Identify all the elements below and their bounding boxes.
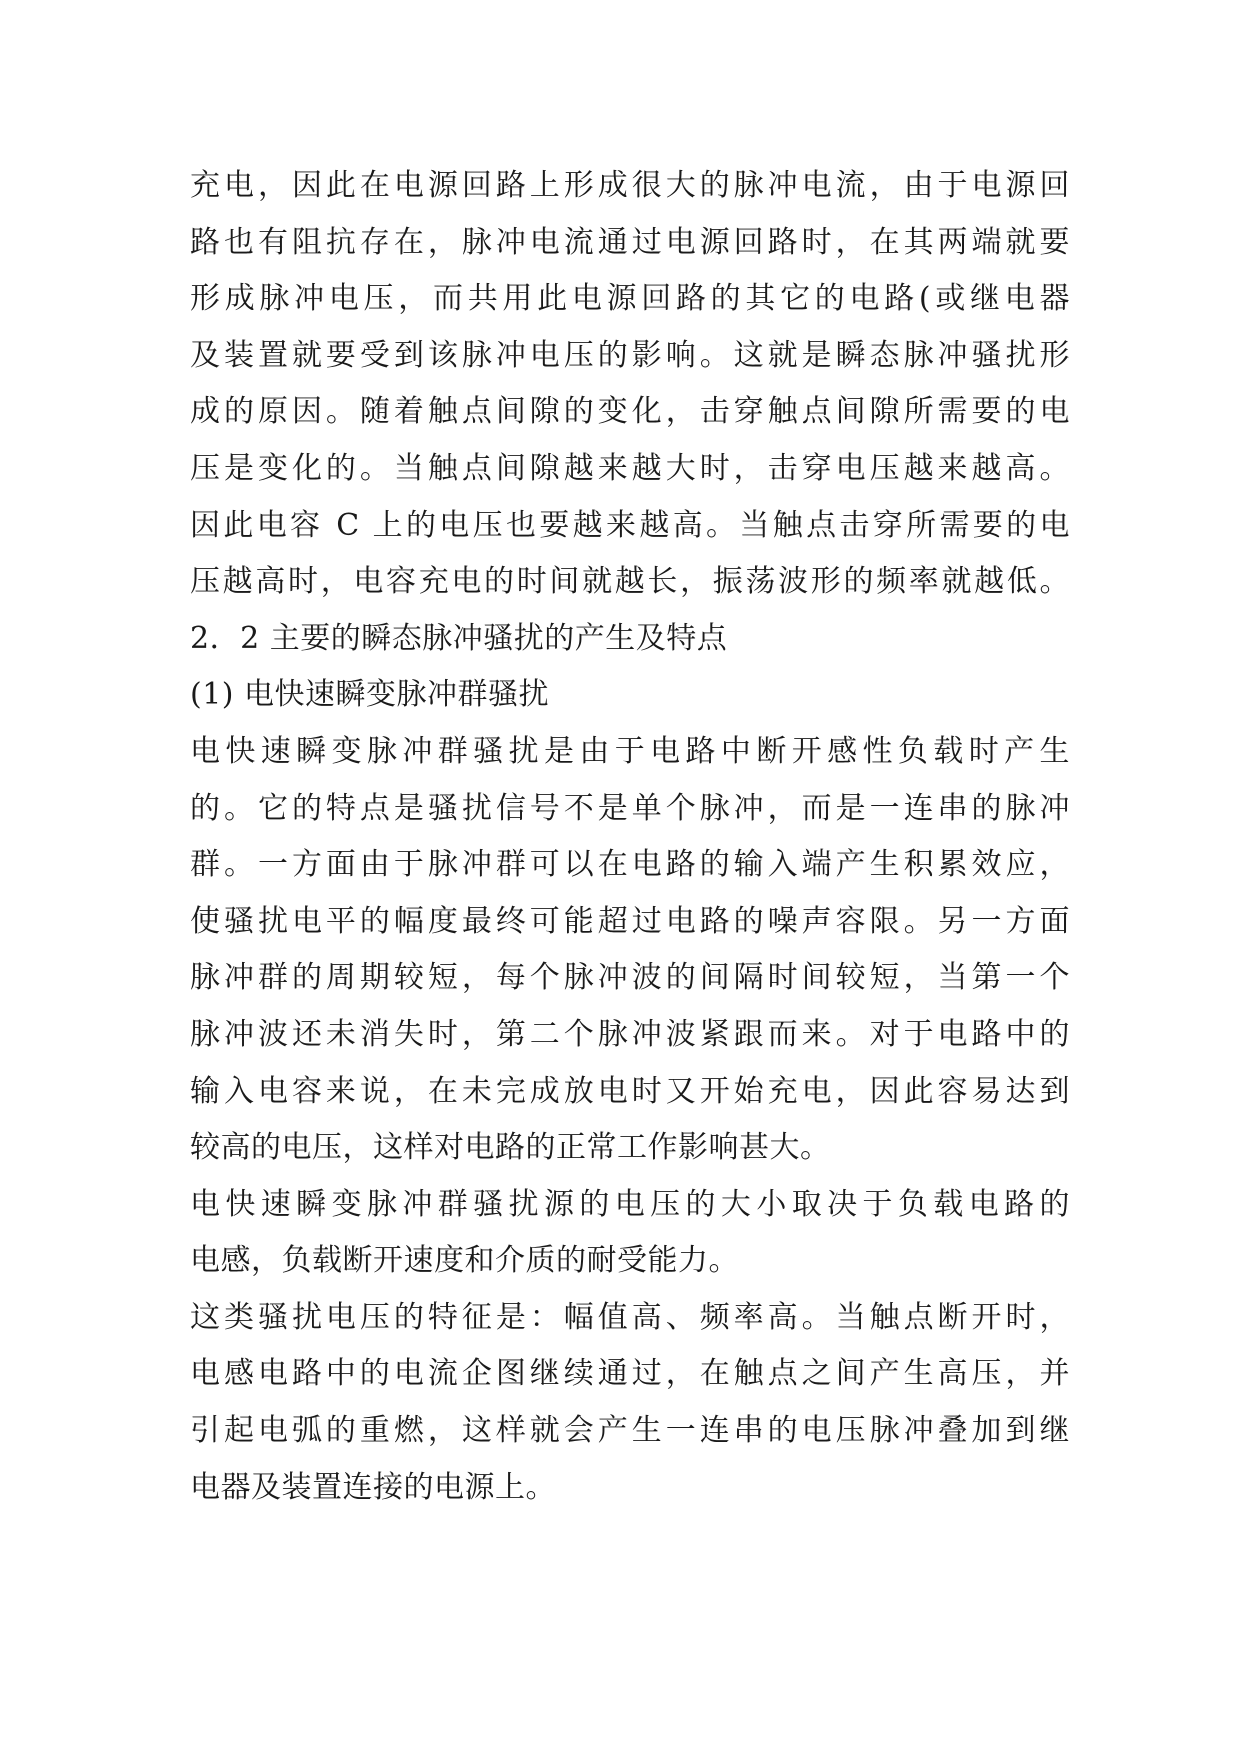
text-line: 脉冲波还未消失时，第二个脉冲波紧跟而来。对于电路中的 (190, 1016, 1070, 1052)
text-line: 脉冲群的周期较短，每个脉冲波的间隔时间较短，当第一个 (190, 960, 1070, 996)
text-line: 电快速瞬变脉冲群骚扰源的电压的大小取决于负载电路的 (190, 1186, 1070, 1222)
text-line: 压是变化的。当触点间隙越来越大时，击穿电压越来越高。 (190, 450, 1070, 486)
subsection-heading: (1) 电快速瞬变脉冲群骚扰 (190, 677, 550, 713)
text-line: 压越高时，电容充电的时间就越长，振荡波形的频率就越低。 (190, 564, 1070, 600)
document-body (190, 158, 1070, 1516)
section-heading: 2．2 主要的瞬态脉冲骚扰的产生及特点 (190, 620, 728, 656)
text-line: 形成脉冲电压，而共用此电源回路的其它的电路(或继电器 (190, 281, 1070, 317)
text-line: 的。它的特点是骚扰信号不是单个脉冲，而是一连串的脉冲 (190, 790, 1070, 826)
text-line: 电感电路中的电流企图继续通过，在触点之间产生高压，并 (190, 1356, 1070, 1392)
text-line: 引起电弧的重燃，这样就会产生一连串的电压脉冲叠加到继 (190, 1413, 1070, 1449)
text-line: 成的原因。随着触点间隙的变化，击穿触点间隙所需要的电 (190, 394, 1070, 430)
text-line: 电快速瞬变脉冲群骚扰是由于电路中断开感性负载时产生 (190, 733, 1070, 769)
text-line: 较高的电压，这样对电路的正常工作影响甚大。 (190, 1130, 831, 1166)
text-line: 使骚扰电平的幅度最终可能超过电路的噪声容限。另一方面 (190, 903, 1070, 939)
text-line: 这类骚扰电压的特征是：幅值高、频率高。当触点断开时， (190, 1299, 1070, 1335)
text-line: 充电，因此在电源回路上形成很大的脉冲电流，由于电源回 (190, 168, 1070, 203)
text-line: 路也有阻抗存在，脉冲电流通过电源回路时，在其两端就要 (190, 224, 1070, 260)
text-line: 因此电容 C 上的电压也要越来越高。当触点击穿所需要的电 (190, 507, 1070, 543)
text-line: 电感，负载断开速度和介质的耐受能力。 (190, 1243, 739, 1279)
text-line: 输入电容来说，在未完成放电时又开始充电，因此容易达到 (190, 1073, 1070, 1109)
text-line: 群。一方面由于脉冲群可以在电路的输入端产生积累效应， (190, 847, 1070, 883)
text-line: 电器及装置连接的电源上。 (190, 1469, 556, 1505)
text-line: 及装置就要受到该脉冲电压的影响。这就是瞬态脉冲骚扰形 (190, 337, 1070, 373)
